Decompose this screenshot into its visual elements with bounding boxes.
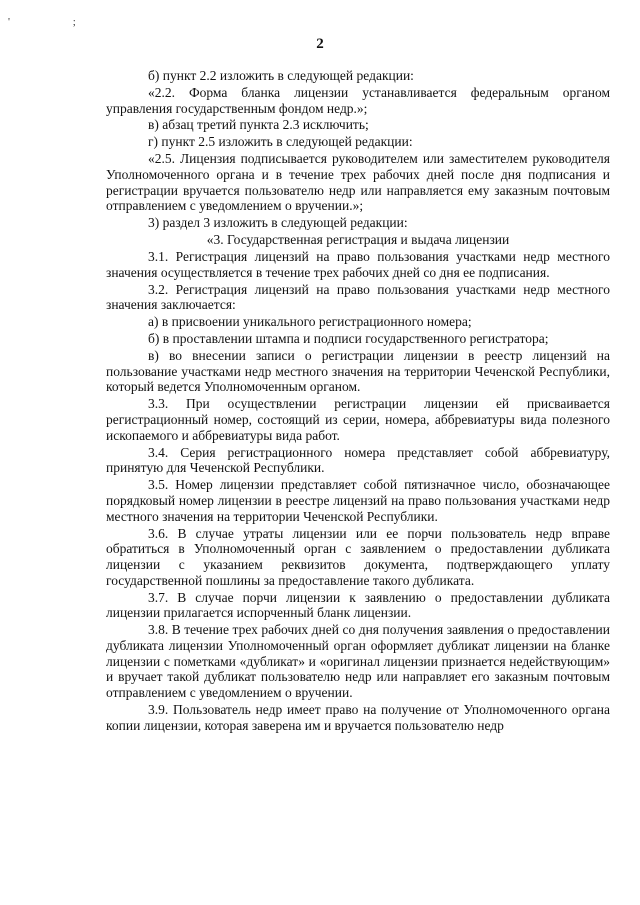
- paragraph: «2.2. Форма бланка лицензии устанавливается федеральным органом управления государственным фондом недр.»;: [106, 84, 610, 116]
- paragraph: «2.5. Лицензия подписывается руководителем или заместителем руководителя Уполномоченного органа и в течение трех рабочих дней после дня подписания и регистрации вручается пользователю недр или направляется ему заказным почтовым отправлением с уведомлением о вручении.»;: [106, 151, 610, 214]
- document-body: [106, 68, 610, 734]
- section-heading: «3. Государственная регистрация и выдача лицензии: [206, 232, 510, 248]
- paragraph: 3.9. Пользователь недр имеет право на получение от Уполномоченного органа копии лицензии, которая заверена им и вручается пользователю недр: [106, 701, 610, 733]
- paragraph: 3) раздел 3 изложить в следующей редакции:: [148, 215, 408, 231]
- paragraph: в) во внесении записи о регистрации лицензии в реестр лицензий на пользование участками недр местного значения на территории Чеченской Республики, который ведется Уполномоченным органом.: [106, 348, 610, 395]
- paragraph: 3.2. Регистрация лицензий на право пользования участками недр местного значения заключается:: [106, 281, 610, 313]
- paragraph: 3.7. В случае порчи лицензии к заявлению о предоставлении дубликата лицензии прилагается испорченный бланк лицензии.: [106, 589, 610, 621]
- paragraph: 3.4. Серия регистрационного номера представляет собой аббревиатуру, принятую для Чеченской Республики.: [106, 444, 610, 476]
- paragraph: 3.6. В случае утраты лицензии или ее порчи пользователь недр вправе обратиться в Уполномоченный орган с заявлением о предоставлении дубликата лицензии с указанием реквизитов документа, подтверждающего уплату государственной пошлины за предоставление такого дубликата.: [106, 525, 610, 588]
- page-number: 2: [316, 36, 324, 52]
- paragraph: а) в присвоении уникального регистрационного номера;: [148, 314, 472, 330]
- paragraph: 3.5. Номер лицензии представляет собой пятизначное число, обозначающее порядковый номер лицензии в реестре лицензий на право пользования участками недр местного значения на территории Чеченской Республики.: [106, 477, 610, 524]
- paragraph: в) абзац третий пункта 2.3 исключить;: [148, 117, 369, 133]
- paragraph: г) пункт 2.5 изложить в следующей редакции:: [148, 134, 413, 150]
- scan-marks: ' ;: [8, 16, 106, 28]
- paragraph: 3.8. В течение трех рабочих дней со дня получения заявления о предоставлении дубликата лицензии Уполномоченный орган оформляет дубликат лицензии на бланке лицензии с пометками «дубликат» и «оригинал лицензии признается недействующим» и вручает такой дубликат пользователю недр или направляет его заказным почтовым отправлением с уведомлением о вручении.: [106, 622, 610, 700]
- paragraph: б) в проставлении штампа и подписи государственного регистратора;: [148, 331, 549, 347]
- paragraph: б) пункт 2.2 изложить в следующей редакции:: [148, 68, 414, 83]
- paragraph: 3.3. При осуществлении регистрации лицензии ей присваивается регистрационный номер, состоящий из серии, номера, аббревиатуры вида полезного ископаемого и аббревиатуры вида работ.: [106, 396, 610, 443]
- paragraph: 3.1. Регистрация лицензий на право пользования участками недр местного значения осуществляется в течение трех рабочих дней со дня ее подписания.: [106, 249, 610, 280]
